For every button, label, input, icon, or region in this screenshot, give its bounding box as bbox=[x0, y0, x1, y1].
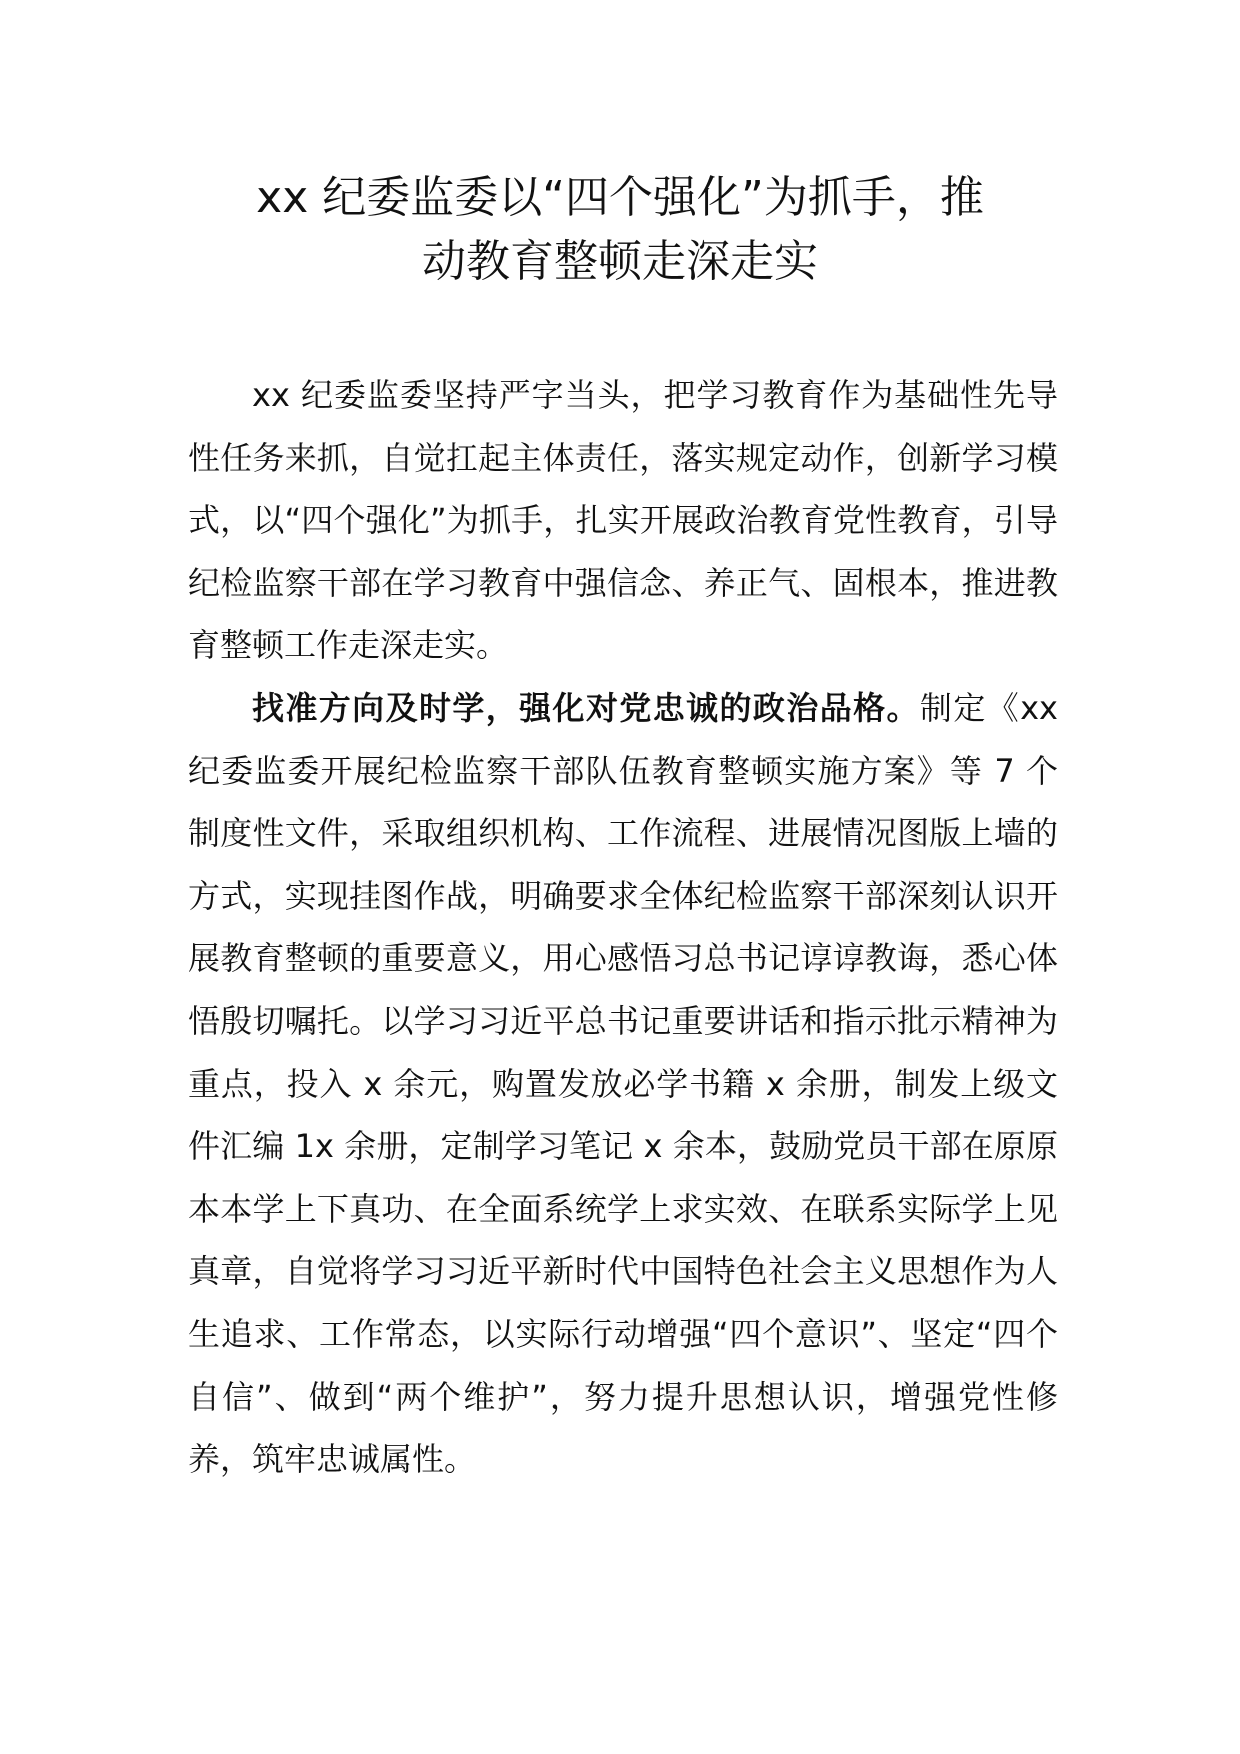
section-body: 制定《xx 纪委监委开展纪检监察干部队伍教育整顿实施方案》等 7 个制度性文件，采取组织机构、工作流程、进展情况图版上墙的方式，实现挂图作战，明确要求全体纪检监察干部深刻认识开展教育整顿的重要意义，用心感悟习总书记谆谆教诲，悉心体悟殷切嘱托。以学习习近平总书记重要讲话和指示批示精神为重点，投入 x 余元，购置发放必学书籍 x 余册，制发上级文件汇编 1x 余册，定制学习笔记 x 余本，鼓励党员干部在原原本本学上下真功、在全面系统学上求实效、在联系实际学上见真章，自觉将学习习近平新时代中国特色社会主义思想作为人生追求、工作常态，以实际行动增强“四个意识”、坚定“四个自信”、做到“两个维护”，努力提升思想认识，增强党性修养，筑牢忠诚属性。 bbox=[188, 688, 1058, 1479]
title-line-2: 动教育整顿走深走实 bbox=[422, 236, 818, 287]
title-line-1: xx 纪委监委以“四个强化”为抓手，推 bbox=[256, 172, 984, 223]
document-body bbox=[188, 364, 1058, 1491]
paragraph-section-1 bbox=[188, 677, 1058, 1491]
document-title bbox=[160, 166, 1080, 294]
paragraph-intro: xx 纪委监委坚持严字当头，把学习教育作为基础性先导性任务来抓，自觉扛起主体责任，落实规定动作，创新学习模式，以“四个强化”为抓手，扎实开展政治教育党性教育，引导纪检监察干部在学习教育中强信念、养正气、固根本，推进教育整顿工作走深走实。 bbox=[188, 376, 1058, 665]
section-heading: 找准方向及时学，强化对党忠诚的政治品格。 bbox=[252, 688, 920, 727]
